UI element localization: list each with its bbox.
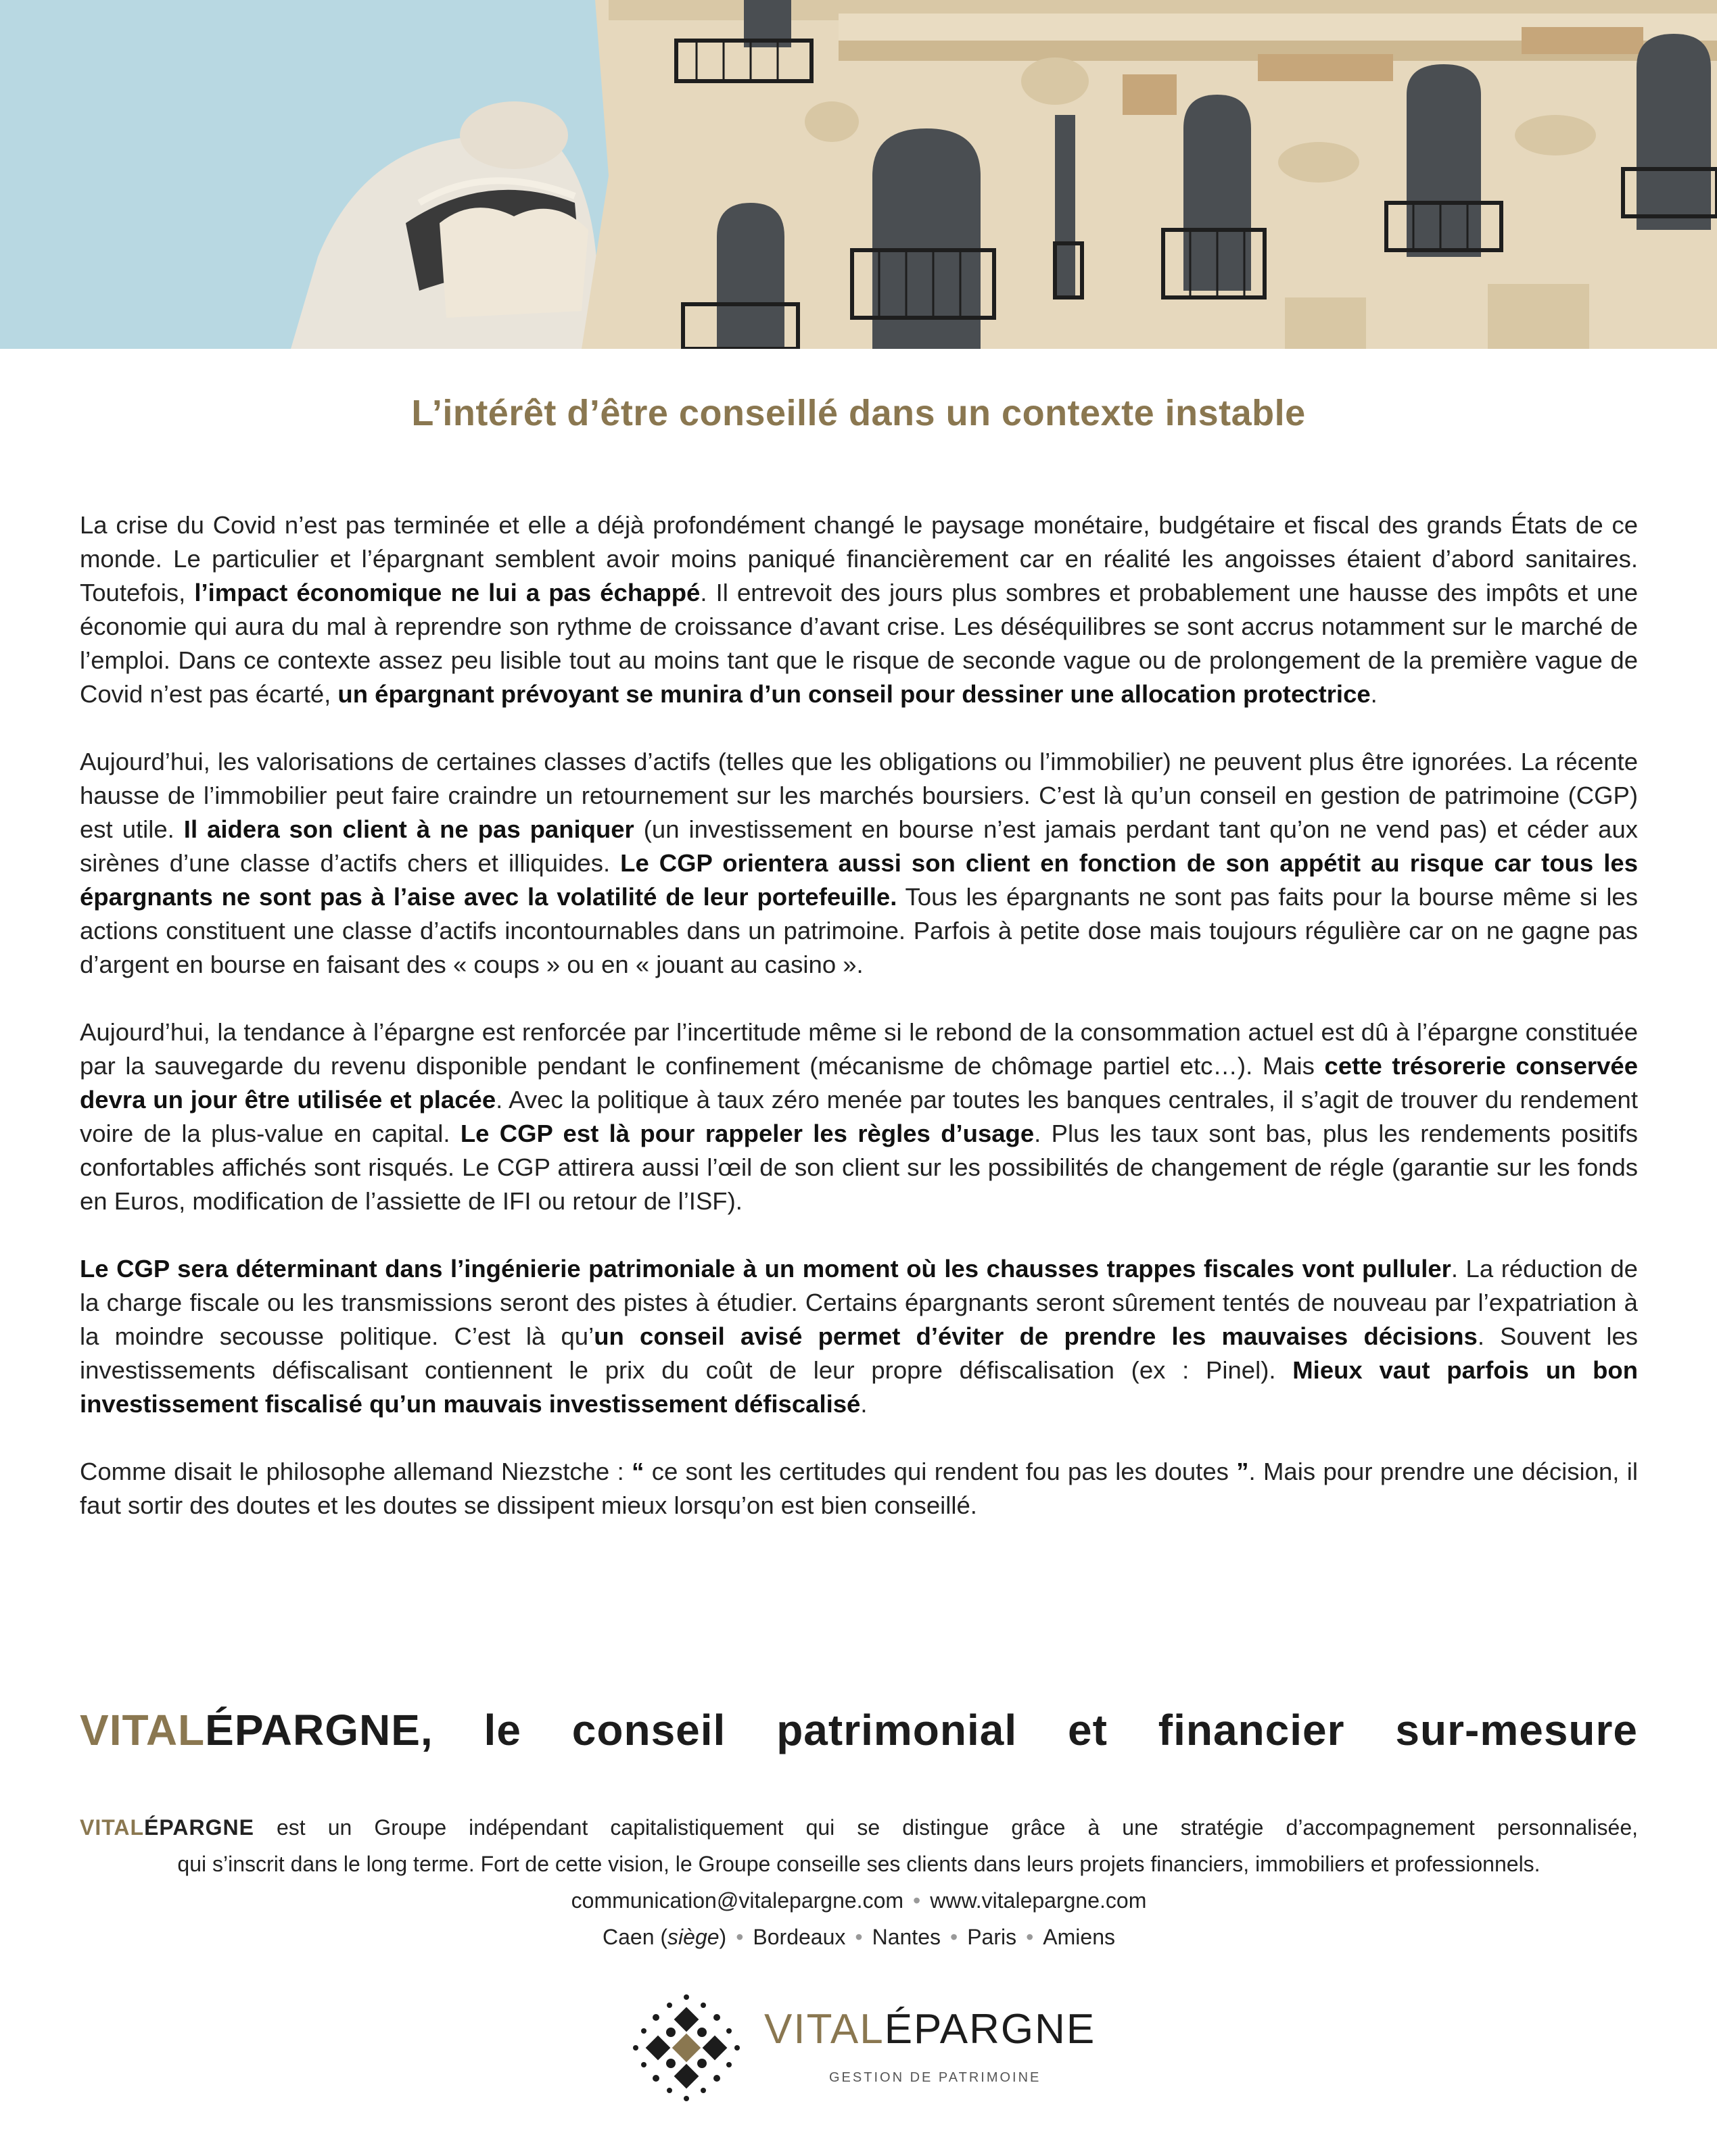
logo-subtitle: GESTION DE PATRIMOINE [829,2070,1041,2085]
vitalepargne-logo [629,1990,1102,2105]
separator-dot: • [1026,1925,1034,1949]
article-title: L’intérêt d’être conseillé dans un contexte instable [411,393,1306,433]
offices-line: Caen (siège) • Bordeaux • Nantes • Paris • Amiens [603,1925,1115,1949]
about-line-1 [80,1809,1638,1846]
website-link[interactable]: www.vitalepargne.com [930,1888,1147,1913]
paragraph-2: Aujourd’hui, les valorisations de certaines classes d’actifs (telles que les obligations ou l’immobilier) ne peuvent plus être ignorées. La récente hausse de l’immobilier peut faire craindre un retournement sur les marchés boursiers. C’est là qu’un conseil en gestion de patrimoine (CGP) est utile. Il aidera son client à ne pas paniquer (un investissement en bourse n’est jamais perdant tant qu’on ne vend pas) et céder aux sirènes d’une classe d’actifs chers et illiquides. Le CGP orientera aussi son client en fonction de son appétit au risque car tous les épargnants ne sont pas à l’aise avec la volatilité de leur portefeuille. Tous les épargnants ne sont pas faits pour la bourse même si les actions constituent une classe d’actifs incontournables dans un patrimoine. Parfois à petite dose mais toujours régulière car on ne gagne pas d’argent en bourse en faisant des « coups » ou en « jouant au casino ». [80,748,1638,978]
tagline-text: , le conseil patrimonial et financier sur-mesure [420,1706,1638,1754]
tagline-brand-vital: VITAL [80,1706,206,1754]
hq-note: siège [667,1925,720,1949]
city-paris: Paris [967,1925,1017,1949]
company-about [80,1809,1638,1955]
about-brand-epargne: ÉPARGNE [144,1815,254,1840]
tagline-brand-epargne: ÉPARGNE [205,1706,421,1754]
paragraph-3: Aujourd’hui, la tendance à l’épargne est renforcée par l’incertitude même si le rebond de la consommation actuel est dû à l’épargne constituée par la sauvegarde du revenu disponible pendant le confinement (mécanisme de chômage partiel etc…). Mais cette trésorerie conservée devra un jour être utilisée et placée. Avec la politique à taux zéro menée par toutes les banques centrales, il s’agit de trouver du rendement voire de la plus-value en capital. Le CGP est là pour rappeler les règles d’usage. Plus les taux sont bas, plus les rendements positifs confortables affichés sont risqués. Le CGP attirera aussi l’œil de son client sur les possibilités de changement de régle (garantie sur les fonds en Euros, modification de l’assiette de IFI ou retour de l’ISF). [80,1018,1638,1215]
about-line-2: qui s’inscrit dans le long terme. Fort de cette vision, le Groupe conseille ses clients dans leurs projets financiers, immobiliers et professionnels. [177,1852,1540,1876]
email-link[interactable]: communication@vitalepargne.com [571,1888,904,1913]
separator-dot: • [855,1925,863,1949]
city-bordeaux: Bordeaux [753,1925,846,1949]
separator-dot: • [736,1925,744,1949]
hero-building-photo [0,0,1717,349]
contact-line [80,1882,1638,1919]
dotted-diamond-logo-icon [629,1990,744,2105]
paragraph-1: La crise du Covid n’est pas terminée et elle a déjà profondément changé le paysage monétaire, budgétaire et fiscal des grands États de ce monde. Le particulier et l’épargnant semblent avoir moins paniqué financièrement car en réalité les angoisses étaient d’abord sanitaires. Toutefois, l’impact économique ne lui a pas échappé. Il entrevoit des jours plus sombres et probablement une hausse des impôts et une économie qui aura du mal à reprendre son rythme de croissance d’avant crise. Les déséquilibres se sont accrus notamment sur le marché de l’emploi. Dans ce contexte assez peu lisible tout au moins tant que le risque de seconde vague ou de prolongement de la première vague de Covid n’est pas écarté, un épargnant prévoyant se munira d’un conseil pour dessiner une allocation protectrice. [80,511,1638,708]
paragraph-4: Le CGP sera déterminant dans l’ingénierie patrimoniale à un moment où les chausses trappes fiscales vont pulluler. La réduction de la charge fiscale ou les transmissions seront des pistes à étudier. Certains épargnants seront sûrement tentés de nouveau par l’expatriation à la moindre secousse politique. C’est là qu’un conseil avisé permet d’éviter de prendre les mauvaises décisions. Souvent les investissements défiscalisant contiennent le prix du coût de leur propre défiscalisation (ex : Pinel). Mieux vaut parfois un bon investissement fiscalisé qu’un mauvais investissement défiscalisé. [80,1255,1639,1418]
about-brand-vital: VITAL [80,1815,145,1840]
tagline-heading [80,1705,1638,1755]
about-line-1-text: est un Groupe indépendant capitalistiquement qui se distingue grâce à une stratégie d’accompagnement personnalisée, [254,1815,1638,1840]
city-amiens: Amiens [1043,1925,1115,1949]
logo-brand-vital: VITAL [764,2006,885,2053]
logo-wordmark [764,2005,1096,2053]
separator-dot: • [949,1925,958,1949]
article-body [80,508,1638,1556]
city-nantes: Nantes [872,1925,941,1949]
logo-brand-epargne: ÉPARGNE [884,2006,1096,2053]
city-caen: Caen [603,1925,655,1949]
separator-dot: • [913,1888,921,1913]
paragraph-5: Comme disait le philosophe allemand Niezstche : “ ce sont les certitudes qui rendent fou pas les doutes ”. Mais pour prendre une décision, il faut sortir des doutes et les doutes se dissipent mieux lorsqu’on est bien conseillé. [80,1458,1638,1519]
